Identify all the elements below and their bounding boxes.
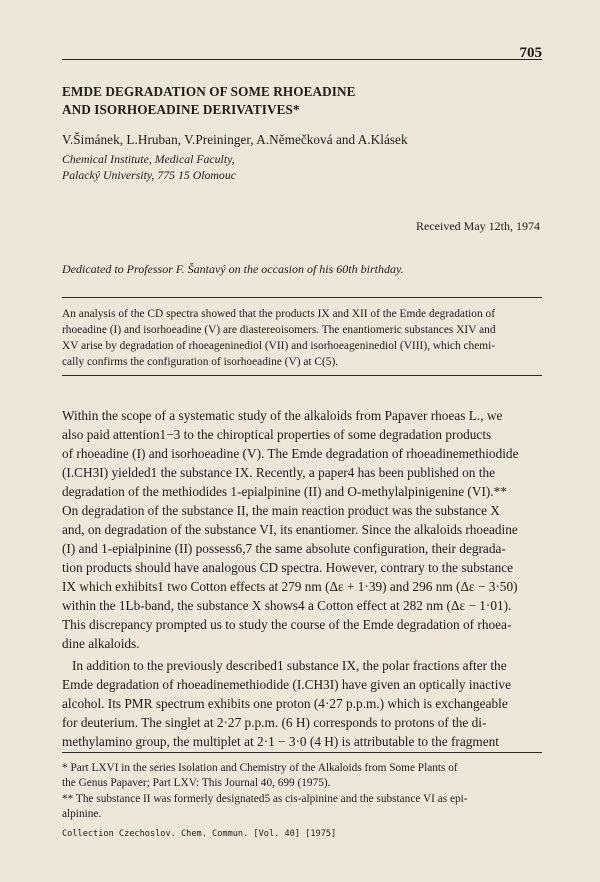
affiliation-line: Chemical Institute, Medical Faculty,: [62, 152, 235, 166]
footnote-line: the Genus Papaver; Part LXV: This Journal 40, 699 (1975).: [62, 777, 331, 789]
abstract-line: cally confirms the configuration of isorhoeadine (V) at C(5).: [62, 356, 339, 368]
received-date: Received May 12th, 1974: [416, 219, 540, 233]
body-line: IX which exhibits1 two Cotton effects at 279 nm (Δε + 1·39) and 296 nm (Δε − 3·50): [62, 579, 518, 594]
author-list: V.Šimánek, L.Hruban, V.Preininger, A.Němečková and A.Klásek: [62, 132, 408, 147]
abstract-bottom-rule: [62, 375, 542, 376]
journal-footer: Collection Czechoslov. Chem. Commun. [Vol. 40] [1975]: [62, 829, 337, 839]
body-line: Within the scope of a systematic study of the alkaloids from Papaver rhoeas L., we: [62, 408, 503, 423]
footnote-rule: [62, 752, 542, 753]
body-line: Emde degradation of rhoeadinemethiodide (I.CH3I) have given an optically inactive: [62, 677, 511, 692]
body-line: In addition to the previously described1 substance IX, the polar fractions after the: [72, 658, 507, 673]
footnote-line: alpinine.: [62, 808, 102, 820]
body-line: also paid attention1−3 to the chiroptical properties of some degradation products: [62, 427, 492, 442]
body-line: On degradation of the substance II, the main reaction product was the substance X: [62, 503, 500, 518]
body-line: of rhoeadine (I) and isorhoeadine (V). The Emde degradation of rhoeadinemethiodide: [62, 446, 519, 461]
abstract-top-rule: [62, 297, 542, 298]
abstract-line: rhoeadine (I) and isorhoeadine (V) are diastereoisomers. The enantiomeric substances XIV and: [62, 324, 496, 336]
body-line: and, on degradation of the substance VI, its enantiomer. Since the alkaloids rhoeadine: [62, 522, 518, 537]
body-line: dine alkaloids.: [62, 636, 140, 651]
affiliation-line: Palacký University, 775 15 Olomouc: [62, 168, 236, 182]
footnote-line: * Part LXVI in the series Isolation and Chemistry of the Alkaloids from Some Plants of: [62, 762, 458, 774]
page-number: 705: [519, 45, 542, 61]
body-line: for deuterium. The singlet at 2·27 p.p.m. (6 H) corresponds to protons of the di-: [62, 715, 487, 730]
footnote-line: ** The substance II was formerly designated5 as cis-alpinine and the substance VI as epi-: [62, 793, 468, 805]
body-line: degradation of the methiodides 1-epialpinine (II) and O-methylalpinigenine (VI).**: [62, 484, 507, 499]
body-line: tion products should have analogous CD spectra. However, contrary to the substance: [62, 560, 514, 575]
body-line: methylamino group, the multiplet at 2·1 − 3·0 (4 H) is attributable to the fragment: [62, 734, 499, 749]
body-line: within the 1Lb-band, the substance X shows4 a Cotton effect at 282 nm (Δε − 1·01).: [62, 598, 512, 613]
title-line: AND ISORHOEADINE DERIVATIVES*: [62, 102, 300, 117]
body-line: (I) and 1-epialpinine (II) possess6,7 the same absolute configuration, their degrada-: [62, 541, 506, 556]
article-title: [62, 83, 542, 119]
body-line: This discrepancy prompted us to study the course of the Emde degradation of rhoea-: [62, 617, 512, 632]
body-line: (I.CH3I) yielded1 the substance IX. Recently, a paper4 has been published on the: [62, 465, 495, 480]
title-line: EMDE DEGRADATION OF SOME RHOEADINE: [62, 84, 356, 99]
dedication: Dedicated to Professor F. Šantavý on the occasion of his 60th birthday.: [62, 262, 404, 276]
abstract-line: An analysis of the CD spectra showed that the products IX and XII of the Emde degradation of: [62, 308, 496, 320]
body-line: alcohol. Its PMR spectrum exhibits one proton (4·27 p.p.m.) which is exchangeable: [62, 696, 508, 711]
abstract-line: XV arise by degradation of rhoeageninediol (VII) and isorhoeageninediol (VIII), which chemi-: [62, 340, 496, 352]
